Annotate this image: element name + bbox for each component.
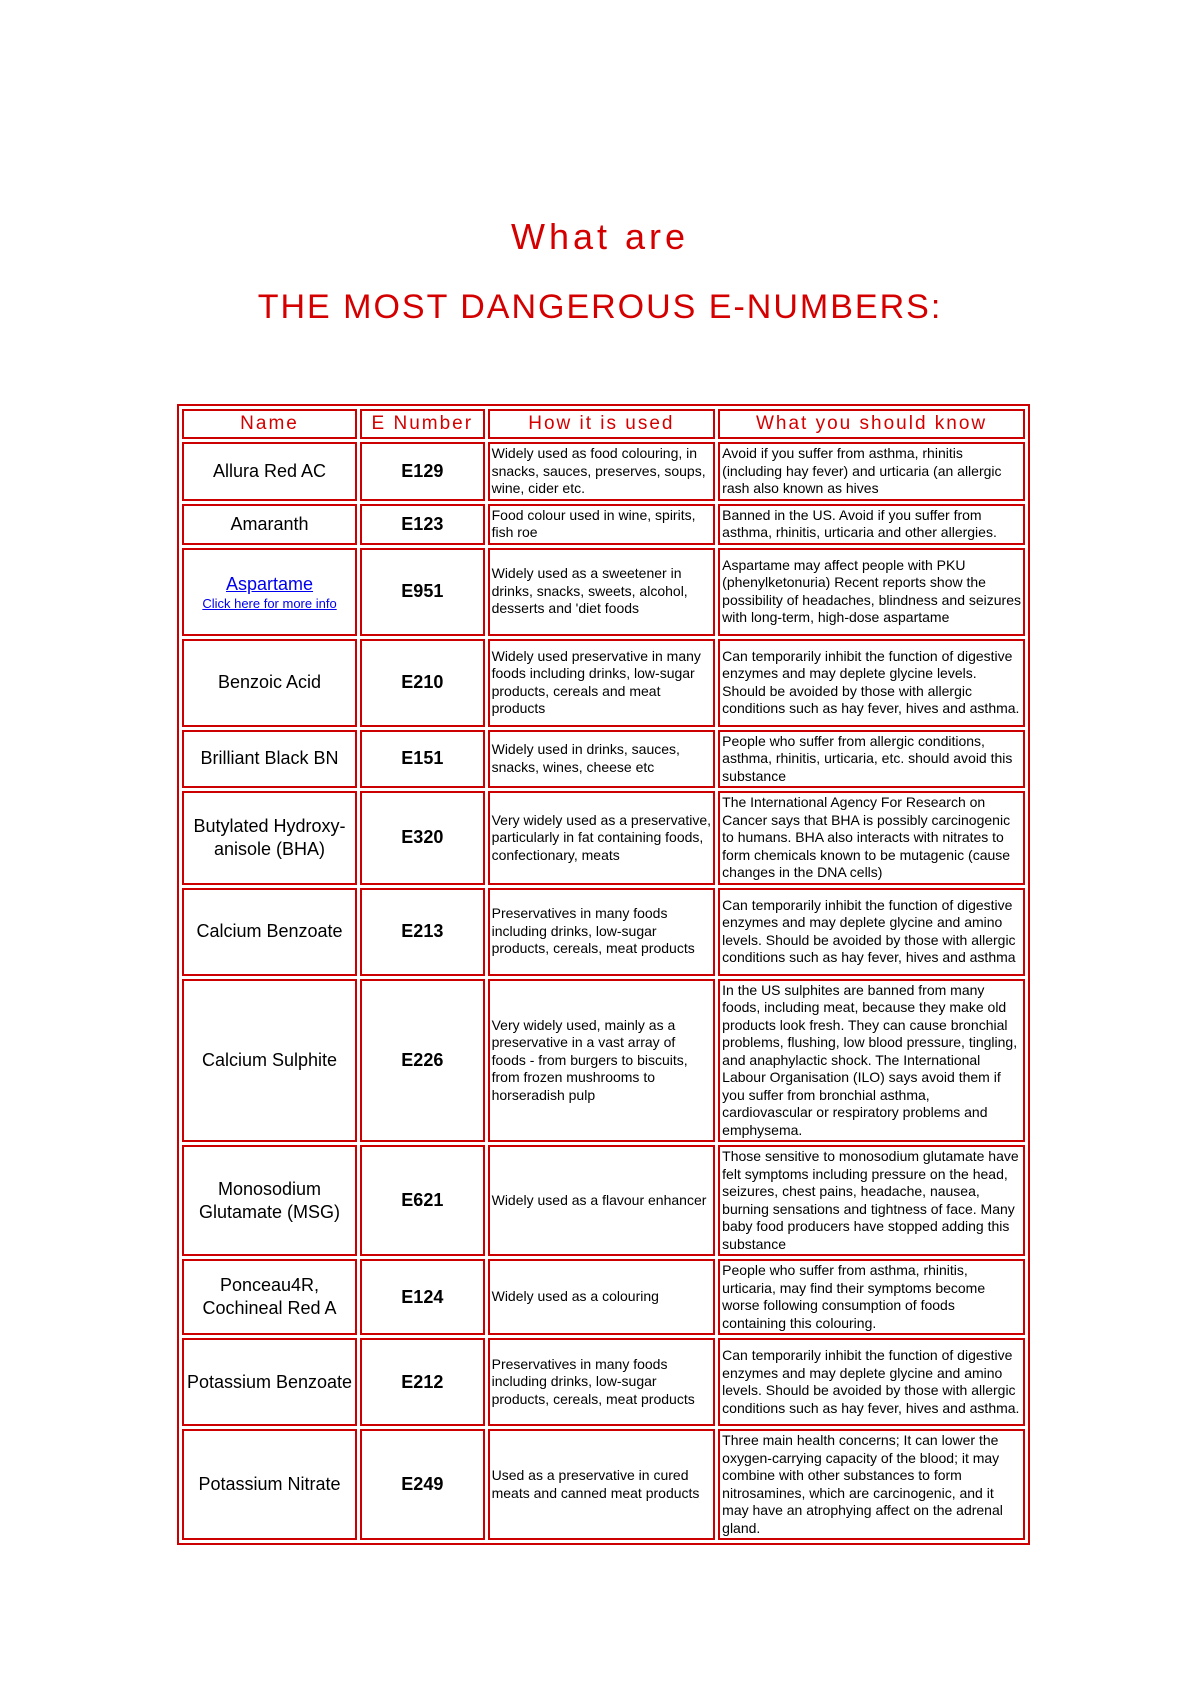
row-use: Very widely used as a preservative, particularly in fat containing foods, confectionary, meats	[488, 791, 716, 885]
row-info: People who suffer from asthma, rhinitis, urticaria, may find their symptoms become worse following consumption of foods containing this colouring.	[718, 1259, 1025, 1335]
row-info: Aspartame may affect people with PKU (phenylketonuria) Recent reports show the possibility of headaches, blindness and seizures with long-term, high-dose aspartame	[718, 548, 1025, 636]
table-row	[182, 791, 1025, 885]
row-e-number: E212	[360, 1338, 485, 1426]
row-info: The International Agency For Research on Cancer says that BHA is possibly carcinogenic to humans. BHA also interacts with nitrates to form chemicals known to be mutagenic (cause changes in the DNA cells)	[718, 791, 1025, 885]
row-e-number: E151	[360, 730, 485, 789]
table-row	[182, 639, 1025, 727]
title-line-1: What are	[510, 216, 690, 257]
row-info: Can temporarily inhibit the function of digestive enzymes and may deplete glycine and amino levels. Should be avoided by those with allergic conditions such as hay fever, hives and asthma	[718, 888, 1025, 976]
row-use: Widely used as a colouring	[488, 1259, 716, 1335]
row-e-number: E210	[360, 639, 485, 727]
title-line-2: THE MOST DANGEROUS E-NUMBERS:	[257, 288, 943, 326]
row-info: Banned in the US. Avoid if you suffer from asthma, rhinitis, urticaria and other allergies.	[718, 504, 1025, 545]
row-info: Three main health concerns; It can lower the oxygen-carrying capacity of the blood; it may combine with other substances to form nitrosamines, which are carcinogenic, and it may have an atrophying affect on the adrenal gland.	[718, 1429, 1025, 1540]
row-use: Preservatives in many foods including drinks, low-sugar products, cereals, meat products	[488, 888, 716, 976]
header-row	[182, 409, 1025, 439]
row-e-number: E124	[360, 1259, 485, 1335]
row-use: Widely used preservative in many foods including drinks, low-sugar products, cereals and meat products	[488, 639, 716, 727]
row-name: Benzoic Acid	[182, 639, 357, 727]
row-name: Allura Red AC	[182, 442, 357, 501]
header-e-number: E Number	[360, 409, 485, 439]
table-row	[182, 1259, 1025, 1335]
table-row	[182, 979, 1025, 1143]
row-e-number: E213	[360, 888, 485, 976]
table-row	[182, 504, 1025, 545]
row-use: Widely used as a flavour enhancer	[488, 1145, 716, 1256]
row-e-number: E226	[360, 979, 485, 1143]
row-name: Ponceau4R, Cochineal Red A	[182, 1259, 357, 1335]
row-name: Calcium Sulphite	[182, 979, 357, 1143]
row-use: Very widely used, mainly as a preservative in a vast array of foods - from burgers to biscuits, from frozen mushrooms to horseradish pulp	[488, 979, 716, 1143]
table-row	[182, 730, 1025, 789]
header-what-to-know: What you should know	[718, 409, 1025, 439]
row-info: Can temporarily inhibit the function of digestive enzymes and may deplete glycine and amino levels. Should be avoided by those with allergic conditions such as hay fever, hives and asthma.	[718, 1338, 1025, 1426]
row-e-number: E320	[360, 791, 485, 885]
row-info: Those sensitive to monosodium glutamate have felt symptoms including pressure on the head, seizures, chest pains, headache, nausea, burning sensations and tightness of face. Many baby food producers have stopped adding this substance	[718, 1145, 1025, 1256]
row-e-number: E129	[360, 442, 485, 501]
row-use: Widely used as a sweetener in drinks, snacks, sweets, alcohol, desserts and 'diet foods	[488, 548, 716, 636]
row-name: Brilliant Black BN	[182, 730, 357, 789]
e-numbers-table	[177, 404, 1030, 1545]
more-info-link[interactable]: Click here for more info	[202, 595, 337, 611]
table-row	[182, 548, 1025, 636]
header-how-used: How it is used	[488, 409, 716, 439]
row-info: Can temporarily inhibit the function of digestive enzymes and may deplete glycine levels. Should be avoided by those with allergic conditions such as hay fever, hives and asthma.	[718, 639, 1025, 727]
row-name: Butylated Hydroxy-anisole (BHA)	[182, 791, 357, 885]
row-use: Food colour used in wine, spirits, fish roe	[488, 504, 716, 545]
row-info: People who suffer from allergic conditions, asthma, rhinitis, urticaria, etc. should avoid this substance	[718, 730, 1025, 789]
table-row	[182, 1429, 1025, 1540]
table-row	[182, 1338, 1025, 1426]
table-row	[182, 1145, 1025, 1256]
row-use: Preservatives in many foods including drinks, low-sugar products, cereals, meat products	[488, 1338, 716, 1426]
row-e-number: E249	[360, 1429, 485, 1540]
row-e-number: E123	[360, 504, 485, 545]
row-name: Calcium Benzoate	[182, 888, 357, 976]
header-name: Name	[182, 409, 357, 439]
row-use: Widely used in drinks, sauces, snacks, wines, cheese etc	[488, 730, 716, 789]
row-use: Used as a preservative in cured meats and canned meat products	[488, 1429, 716, 1540]
aspartame-link[interactable]: Aspartame	[225, 573, 314, 594]
row-name-cell	[182, 548, 357, 636]
row-name: Amaranth	[182, 504, 357, 545]
row-name: Potassium Nitrate	[182, 1429, 357, 1540]
row-use: Widely used as food colouring, in snacks, sauces, preserves, soups, wine, cider etc.	[488, 442, 716, 501]
row-info: Avoid if you suffer from asthma, rhinitis (including hay fever) and urticaria (an allergic rash also known as hives	[718, 442, 1025, 501]
row-e-number: E951	[360, 548, 485, 636]
row-info: In the US sulphites are banned from many foods, including meat, because they make old products look fresh. They can cause bronchial problems, flushing, low blood pressure, tingling, and anaphylactic shock. The International Labour Organisation (ILO) says avoid them if you suffer from bronchial asthma, cardiovascular or respiratory problems and emphysema.	[718, 979, 1025, 1143]
row-e-number: E621	[360, 1145, 485, 1256]
table-row	[182, 888, 1025, 976]
row-name: Monosodium Glutamate (MSG)	[182, 1145, 357, 1256]
table-row	[182, 442, 1025, 501]
row-name: Potassium Benzoate	[182, 1338, 357, 1426]
